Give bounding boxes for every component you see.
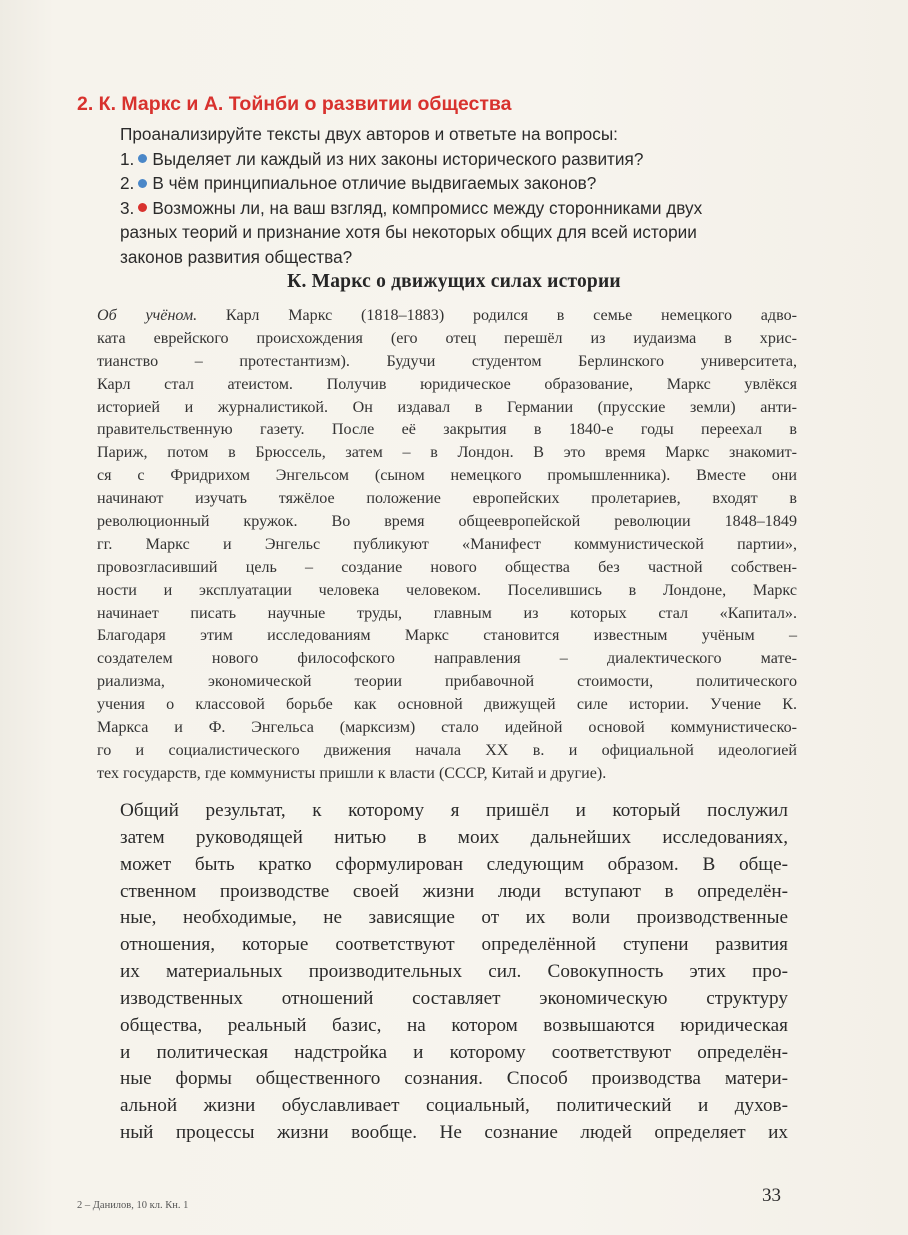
task-item-3 (120, 196, 810, 221)
quote-line: их материальных производительных сил. Совокупность этих про- (120, 961, 788, 983)
task-list (120, 122, 810, 269)
section-heading: 2. К. Маркс и А. Тойнби о развитии общества (77, 93, 512, 115)
blue-dot-icon (138, 179, 147, 188)
quote-line: ные, необходимые, не зависящие от их воли производственные (120, 907, 788, 929)
bio-line: начинает писать научные труды, главным из которых стал «Капитал». (97, 604, 797, 622)
source-quote (120, 798, 788, 1147)
bio-line: го и социалистического движения начала XX в. и официальной идеологией (97, 741, 797, 759)
bio-line-text: Карл Маркс (1818–1883) родился в семье немецкого адво- (197, 307, 797, 324)
bio-line: ся с Фридрихом Энгельсом (сыном немецкого промышленника). Вместе они (97, 467, 797, 485)
bio-line: ката еврейского происхождения (его отец перешёл из иудаизма в хрис- (97, 329, 797, 347)
blue-dot-icon (138, 154, 147, 163)
task-item-1 (120, 147, 810, 172)
bio-line: Маркса и Ф. Энгельса (марксизм) стало идейной основой коммунистическо- (97, 719, 797, 737)
red-dot-icon (138, 203, 147, 212)
bio-line: правительственную газету. После её закрытия в 1840-е годы переехал в (97, 421, 797, 439)
bio-lead: Об учёном. (97, 307, 198, 324)
task-text: Возможны ли, на ваш взгляд, компромисс между сторонниками двух (152, 197, 703, 218)
quote-line: отношения, которые соответствуют определённой ступени развития (120, 934, 788, 956)
quote-line: ные формы общественного сознания. Способ производства матери- (120, 1068, 788, 1090)
quote-line: изводственных отношений составляет экономическую структуру (120, 987, 788, 1009)
bio-line (97, 305, 797, 328)
bio-line: тианство – протестантизм). Будучи студентом Берлинского университета, (97, 352, 797, 370)
bio-line: учения о классовой борьбе как основной движущей силе истории. Учение К. (97, 696, 797, 714)
quote-line: Общий результат, к которому я пришёл и который послужил (120, 800, 788, 821)
page-number: 33 (762, 1185, 781, 1206)
quote-line: ственном производстве своей жизни люди вступают в определён- (120, 880, 788, 902)
bio-line: риализма, экономической теории прибавочной стоимости, политического (97, 673, 797, 691)
task-item-2 (120, 171, 810, 196)
task-item-3-continued: законов развития общества? (120, 246, 353, 267)
bio-line: создателем нового философского направления – диалектического мате- (97, 650, 797, 668)
task-number: 1. (120, 148, 135, 169)
bio-line: историей и журналистикой. Он издавал в Германии (прусские земли) анти- (97, 398, 797, 416)
author-biography (97, 305, 797, 786)
quote-line: затем руководящей нитью в моих дальнейших исследованиях, (120, 826, 788, 848)
task-text: Выделяет ли каждый из них законы исторического развития? (152, 148, 644, 169)
bio-line: тех государств, где коммунисты пришли к власти (СССР, Китай и другие). (97, 764, 607, 782)
quote-line: ный процессы жизни вообще. Не сознание людей определяет их (120, 1122, 788, 1144)
bio-line: провозгласивший цель – создание нового общества без частной собствен- (97, 558, 797, 576)
bio-line: революционный кружок. Во время общеевропейской революции 1848–1849 (97, 513, 797, 531)
task-number: 3. (120, 197, 135, 218)
bio-line: Благодаря этим исследованиям Маркс становится известным учёным – (97, 627, 797, 645)
printer-signature: 2 – Данилов, 10 кл. Кн. 1 (77, 1200, 189, 1211)
bio-line: ности и эксплуатации человека человеком. Поселившись в Лондоне, Маркс (97, 581, 797, 599)
article-title: К. Маркс о движущих силах истории (287, 271, 621, 292)
quote-line: общества, реальный базис, на котором возвышаются юридическая (120, 1014, 788, 1036)
task-text: В чём принципиальное отличие выдвигаемых законов? (152, 173, 597, 193)
bio-line: Париж, потом в Брюссель, затем – в Лондон. В это время Маркс знакомит- (97, 444, 797, 462)
bio-line: начинают изучать тяжёлое положение европейских пролетариев, входят в (97, 490, 797, 508)
quote-line: и политическая надстройка и которому соответствуют определён- (120, 1041, 788, 1063)
bio-line: Карл стал атеистом. Получив юридическое образование, Маркс увлёкся (97, 375, 797, 393)
task-number: 2. (120, 173, 135, 193)
quote-line: альной жизни обуславливает социальный, политический и духов- (120, 1095, 788, 1117)
quote-line: может быть кратко сформулирован следующим образом. В обще- (120, 853, 788, 875)
task-intro: Проанализируйте тексты двух авторов и ответьте на вопросы: (120, 124, 618, 144)
task-item-3-continued: разных теорий и признание хотя бы некоторых общих для всей истории (120, 222, 697, 242)
bio-line: гг. Маркс и Энгельс публикуют «Манифест коммунистической партии», (97, 535, 797, 553)
